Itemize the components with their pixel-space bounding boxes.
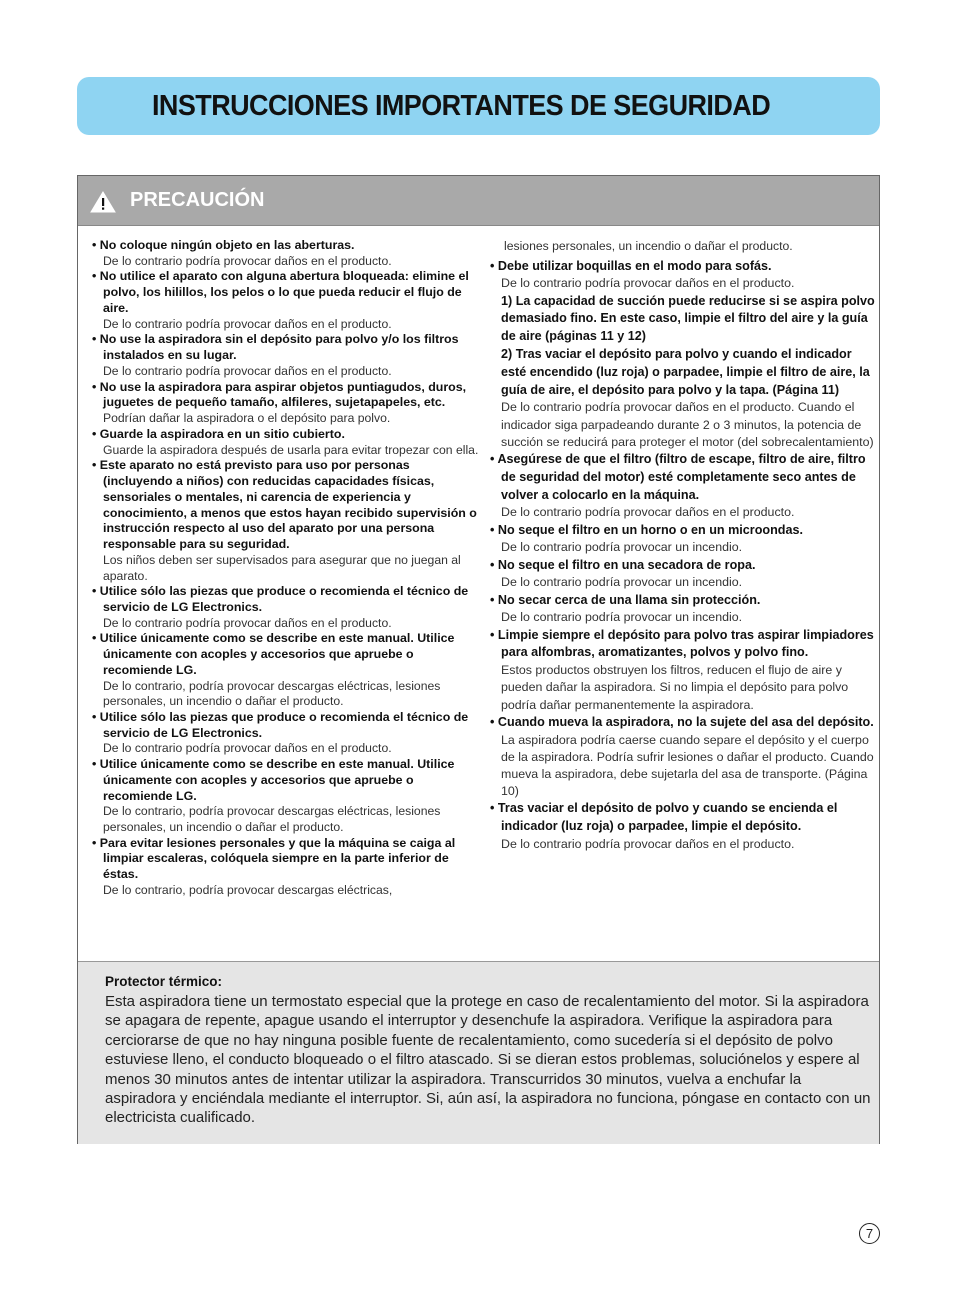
thermal-protector-section (78, 961, 879, 1144)
caution-title: PRECAUCIÓN (130, 189, 265, 211)
item-desc: De lo contrario podría provocar daños en el producto. (103, 615, 392, 630)
item-desc: De lo contrario podría provocar daños en el producto. (103, 316, 392, 331)
item-title: • No utilice el aparato con alguna abertura bloqueada: elimine el polvo, los hilillos, los pelos o lo que pueda reducir el flujo de aire. (92, 269, 482, 316)
list-item (92, 584, 482, 631)
title-banner (77, 77, 880, 135)
page-title: INSTRUCCIONES IMPORTANTES DE SEGURIDAD (152, 90, 771, 122)
item-title: • Guarde la aspiradora en un sitio cubierto. (92, 427, 482, 443)
item-title: • Este aparato no está previsto para uso por personas (incluyendo a niños) con reducidas capacidades físicas, sensoriales o mentales, ni carencia de experiencia y conocimiento, a menos que estos hayan recibido supervisión o instrucción respecto al uso del aparato por una persona responsable para su seguridad. (92, 458, 482, 553)
item-title: • Cuando mueva la aspiradora, no la sujete del asa del depósito. (490, 714, 875, 732)
item-desc: Los niños deben ser supervisados para asegurar que no juegan al aparato. (103, 552, 461, 583)
continuation-text: lesiones personales, un incendio o dañar el producto. (504, 239, 793, 253)
list-item (92, 631, 482, 710)
list-item (490, 557, 875, 592)
item-title: • No seque el filtro en una secadora de ropa. (490, 557, 875, 575)
item-title: • Utilice únicamente como se describe en este manual. Utilice únicamente con acoples y accesorios que apruebe o recomiende LG. (92, 757, 482, 804)
item-desc: Podrían dañar la aspiradora o el depósito para polvo. (103, 411, 391, 426)
item-desc: De lo contrario podría provocar daños en el producto. (103, 363, 392, 378)
item-desc: De lo contrario podría provocar daños en el producto. (501, 276, 795, 291)
item-desc: De lo contrario podría provocar daños en el producto. (501, 505, 795, 520)
list-item (92, 836, 482, 899)
item-desc: De lo contrario, podría provocar descargas eléctricas, (103, 883, 393, 898)
item-desc: La aspiradora podría caerse cuando separe el depósito y el cuerpo de la aspiradora. Podría sufrir lesiones o dañar el producto. Cuando mueva la aspiradora, debe sujetarla del asa de transporte. (Página 10) (501, 732, 874, 799)
item-title: • Tras vaciar el depósito de polvo y cuando se encienda el indicador (luz roja) o parpadee, limpie el depósito. (490, 800, 875, 836)
item-subpoint: 1) La capacidad de succión puede reducirse si se aspira polvo demasiado fino. En este caso, limpie el filtro del aire y la guía de aire (páginas 11 y 12) (501, 293, 875, 344)
item-desc: De lo contrario podría provocar daños en el producto. (501, 836, 795, 851)
list-item (92, 427, 482, 458)
thermal-title: Protector térmico: (105, 974, 223, 989)
list-item (92, 380, 482, 427)
list-item (490, 800, 875, 853)
caution-header (78, 176, 879, 226)
item-desc: De lo contrario podría provocar daños en el producto. (103, 741, 392, 756)
item-title: • Asegúrese de que el filtro (filtro de escape, filtro de aire, filtro de seguridad del motor) esté completamente seco antes de volver a colocarlo en la máquina. (490, 451, 875, 504)
list-item (92, 238, 482, 269)
item-desc: De lo contrario podría provocar un incendio. (501, 575, 743, 590)
item-desc: Estos productos obstruyen los filtros, reducen el flujo de aire y pueden dañar la aspiradora. Si no limpia el depósito para polvo podría dañar permanentemente la aspiradora. (501, 663, 849, 712)
item-title: • Limpie siempre el depósito para polvo tras aspirar limpiadores para alfombras, aromatizantes, polvos y polvo fino. (490, 627, 875, 663)
list-item (92, 269, 482, 332)
caution-panel (77, 175, 880, 1144)
item-title: • No use la aspiradora sin el depósito para polvo y/o los filtros instalados en su lugar. (92, 332, 482, 364)
item-desc: De lo contrario, podría provocar descargas eléctricas, lesiones personales, un incendio o dañar el producto. (103, 678, 441, 709)
list-item (490, 522, 875, 557)
item-title: • Utilice sólo las piezas que produce o recomienda el técnico de servicio de LG Electronics. (92, 584, 482, 616)
list-item (92, 332, 482, 379)
item-title: • No coloque ningún objeto en las aberturas. (92, 238, 482, 254)
list-item (490, 258, 875, 451)
item-title: • No seque el filtro en un horno o en un microondas. (490, 522, 875, 540)
item-title: • Debe utilizar boquillas en el modo para sofás. (490, 258, 875, 276)
item-subpoint: 2) Tras vaciar el depósito para polvo y cuando el indicador esté encendido (luz roja) o parpadee, limpie el filtro de aire, la guía de aire, el depósito para polvo y la tapa. (Página 11) (501, 346, 870, 397)
item-title: • No use la aspiradora para aspirar objetos puntiagudos, duros, juguetes de pequeño tamaño, alfileres, sujetapapeles, etc. (92, 380, 482, 412)
item-desc: De lo contrario podría provocar un incendio. (501, 610, 743, 625)
list-item (490, 627, 875, 714)
item-desc: De lo contrario podría provocar daños en el producto. (103, 253, 392, 268)
right-column (490, 239, 875, 853)
item-desc: De lo contrario, podría provocar descargas eléctricas, lesiones personales, un incendio o dañar el producto. (103, 804, 441, 835)
warning-triangle-icon (90, 191, 116, 213)
item-title: • Utilice sólo las piezas que produce o recomienda el técnico de servicio de LG Electronics. (92, 710, 482, 742)
list-item (92, 458, 482, 584)
list-item (490, 592, 875, 627)
item-title: • Utilice únicamente como se describe en este manual. Utilice únicamente con acoples y accesorios que apruebe o recomiende LG. (92, 631, 482, 678)
item-title: • No secar cerca de una llama sin protección. (490, 592, 875, 610)
thermal-body: Esta aspiradora tiene un termostato especial que la protege en caso de recalentamiento del motor. Si la aspiradora se apagara de repente, apague usando el interruptor y desenchufe la aspiradora. Verifique la aspiradora para cerciorarse de que no hay ninguna posible fuente de recalentamiento, como sucedería si el depósito de polvo estuviese lleno, el conducto bloqueado o el filtro atascado. Si se dieran estos problemas, soluciónelos y espere al menos 30 minutos antes de intentar utilizar la aspiradora. Transcurridos 30 minutos, vuelva a enchufar la aspiradora y enciéndala mediante el interruptor. Si, aún así, la aspiradora no funciona, póngase en contacto con un electricista cualificado. (105, 993, 871, 1127)
item-desc: De lo contrario podría provocar un incendio. (501, 540, 743, 555)
item-desc: De lo contrario podría provocar daños en el producto. Cuando el indicador siga parpadeando durante 2 o 3 minutos, la potencia de succión se reducirá para proteger el motor (del sobrecalentamiento) (501, 400, 874, 449)
left-column (92, 238, 482, 899)
list-item (490, 451, 875, 522)
list-item (92, 710, 482, 757)
list-item (490, 714, 875, 801)
list-item (92, 757, 482, 836)
page-number: 7 (859, 1223, 880, 1244)
item-desc: Guarde la aspiradora después de usarla para evitar tropezar con ella. (103, 442, 479, 457)
item-title: • Para evitar lesiones personales y que la máquina se caiga al limpiar escaleras, colóquela siempre en la parte inferior de éstas. (92, 836, 482, 883)
